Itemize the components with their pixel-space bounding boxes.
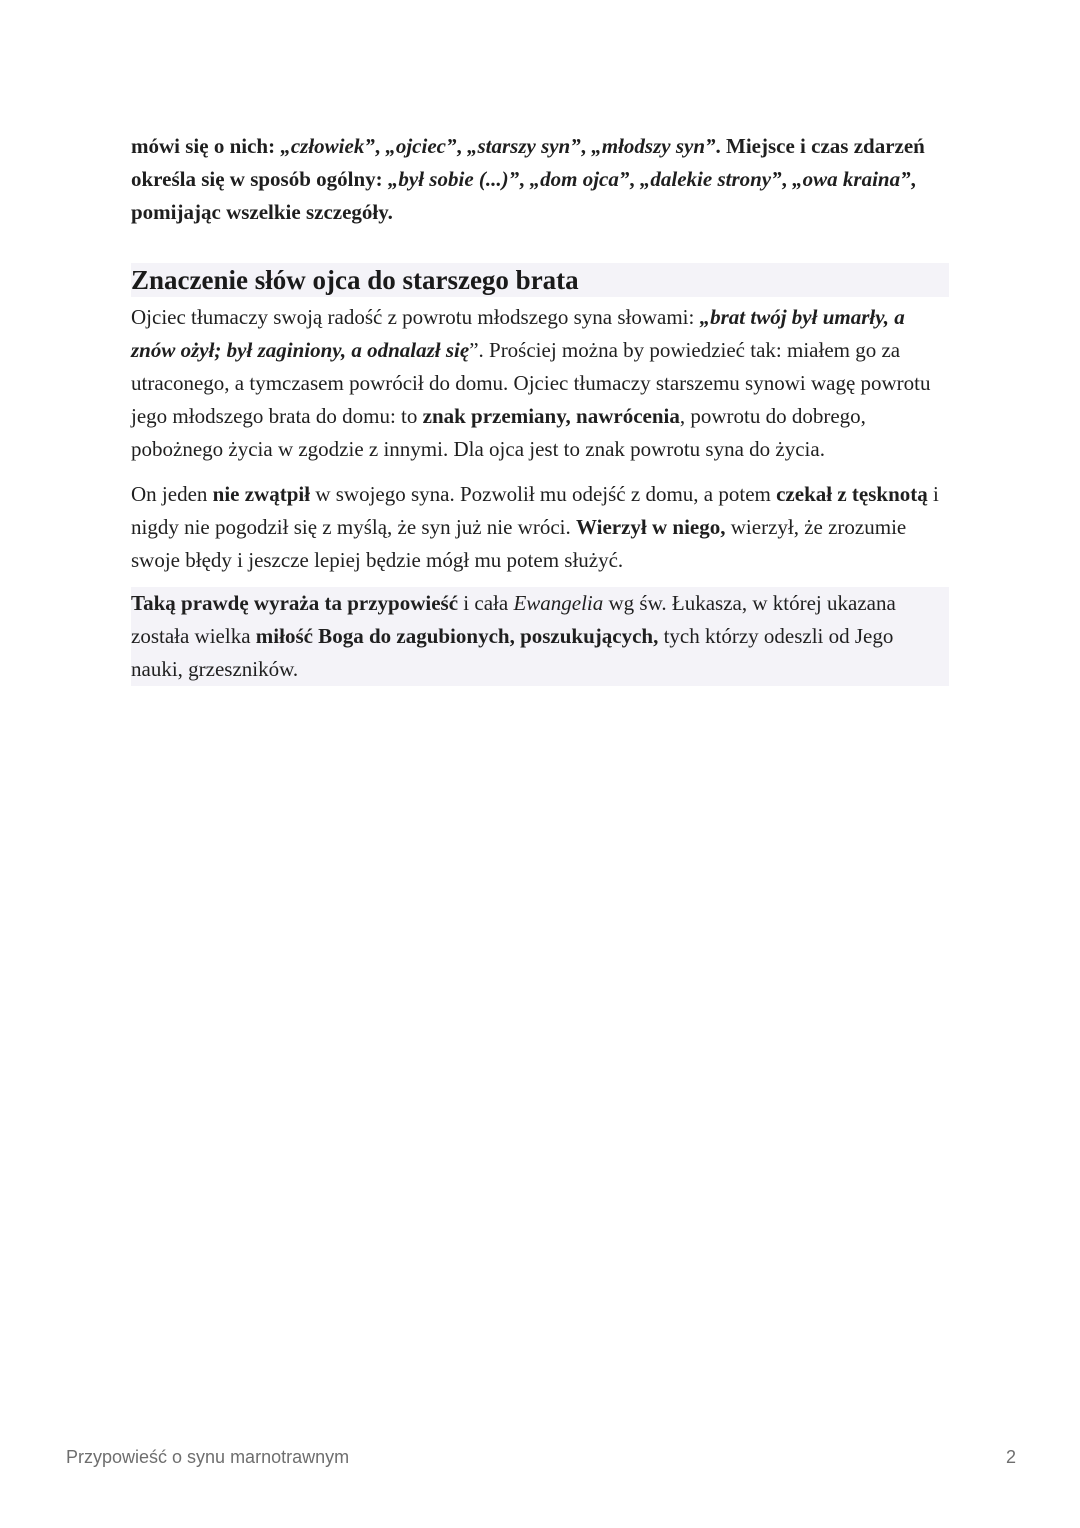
section-heading: Znaczenie słów ojca do starszego brata: [131, 263, 949, 297]
text-run: i nigdy nie pogodził się z myślą, że syn już nie wróci.: [131, 482, 939, 539]
text-run: , powrotu do dobrego, pobożnego życia w zgodzie z innymi. Dla ojca jest to znak powrotu syna do życia.: [131, 404, 866, 461]
page-footer: [66, 1447, 1016, 1471]
text-run: ,: [629, 167, 640, 191]
text-run: , pomijając wszelkie szczegóły.: [131, 167, 916, 224]
text-run: ,: [781, 167, 793, 191]
text-run: Ojciec tłumaczy swoją radość z powrotu młodszego syna słowami:: [131, 305, 700, 329]
paragraph-faith: [131, 478, 949, 577]
text-run: ,: [374, 134, 386, 158]
text-run: . Miejsce i czas zdarzeń określa się w sposób ogólny:: [131, 134, 925, 191]
paragraph-intro: [131, 130, 949, 229]
quote-mlodszy-syn: „młodszy syn”: [591, 134, 716, 158]
text-run: wierzył, że zrozumie swoje błędy i jeszcze lepiej będzie mógł mu potem służyć.: [131, 515, 907, 572]
emphasis-nie-zwatpil: nie zwątpił: [212, 482, 311, 506]
text-run: ”. Prościej można by powiedzieć tak: miałem go za utraconego, a tymczasem powrócił do domu. Ojciec tłumaczy starszemu synowi wagę powrotu jego młodszego brata do domu: to: [131, 338, 931, 428]
quote-byl-sobie: „był sobie (...)”: [387, 167, 520, 191]
quote-dalekie-strony: „dalekie strony”: [639, 167, 782, 191]
emphasis-prawda: Taką prawdę wyraża ta przypowieść: [131, 591, 459, 615]
text-run: On jeden: [131, 482, 213, 506]
quote-dom-ojca: „dom ojca”: [529, 167, 630, 191]
emphasis-milosc-boga: miłość Boga do zagubionych, poszukujących,: [255, 624, 659, 648]
emphasis-czekal: czekał z tęsknotą: [776, 482, 928, 506]
text-run: tych którzy odeszli od Jego nauki, grzeszników.: [131, 624, 894, 681]
text-run: ,: [580, 134, 592, 158]
quote-father-words: „brat twój był umarły, a znów ożył; był zaginiony, a odnalazł się: [131, 305, 905, 362]
text-run: mówi się o nich:: [131, 134, 281, 158]
quote-czlowiek: „człowiek”: [280, 134, 375, 158]
quote-ojciec: „ojciec”: [385, 134, 457, 158]
text-run: wg św. Łukasza, w której ukazana została wielka: [131, 591, 896, 648]
text-run: i cała: [458, 591, 514, 615]
footer-page-number: 2: [1005, 1447, 1016, 1467]
emphasis-ewangelia: Ewangelia: [513, 591, 604, 615]
text-run: w swojego syna. Pozwolił mu odejść z domu, a potem: [310, 482, 777, 506]
text-run: ,: [456, 134, 467, 158]
text-run: ,: [519, 167, 530, 191]
paragraph-meaning: [131, 301, 949, 466]
intro-text: [131, 134, 925, 224]
emphasis-znak-przemiany: znak przemiany, nawrócenia: [422, 404, 680, 428]
emphasis-wierzyl: Wierzył w niego,: [575, 515, 726, 539]
footer-document-title: Przypowieść o synu marnotrawnym: [66, 1447, 350, 1467]
paragraph-truth-highlight: [131, 587, 949, 686]
quote-starszy-syn: „starszy syn”: [466, 134, 581, 158]
quote-owa-kraina: „owa kraina”: [792, 167, 911, 191]
page-content: [131, 130, 949, 686]
